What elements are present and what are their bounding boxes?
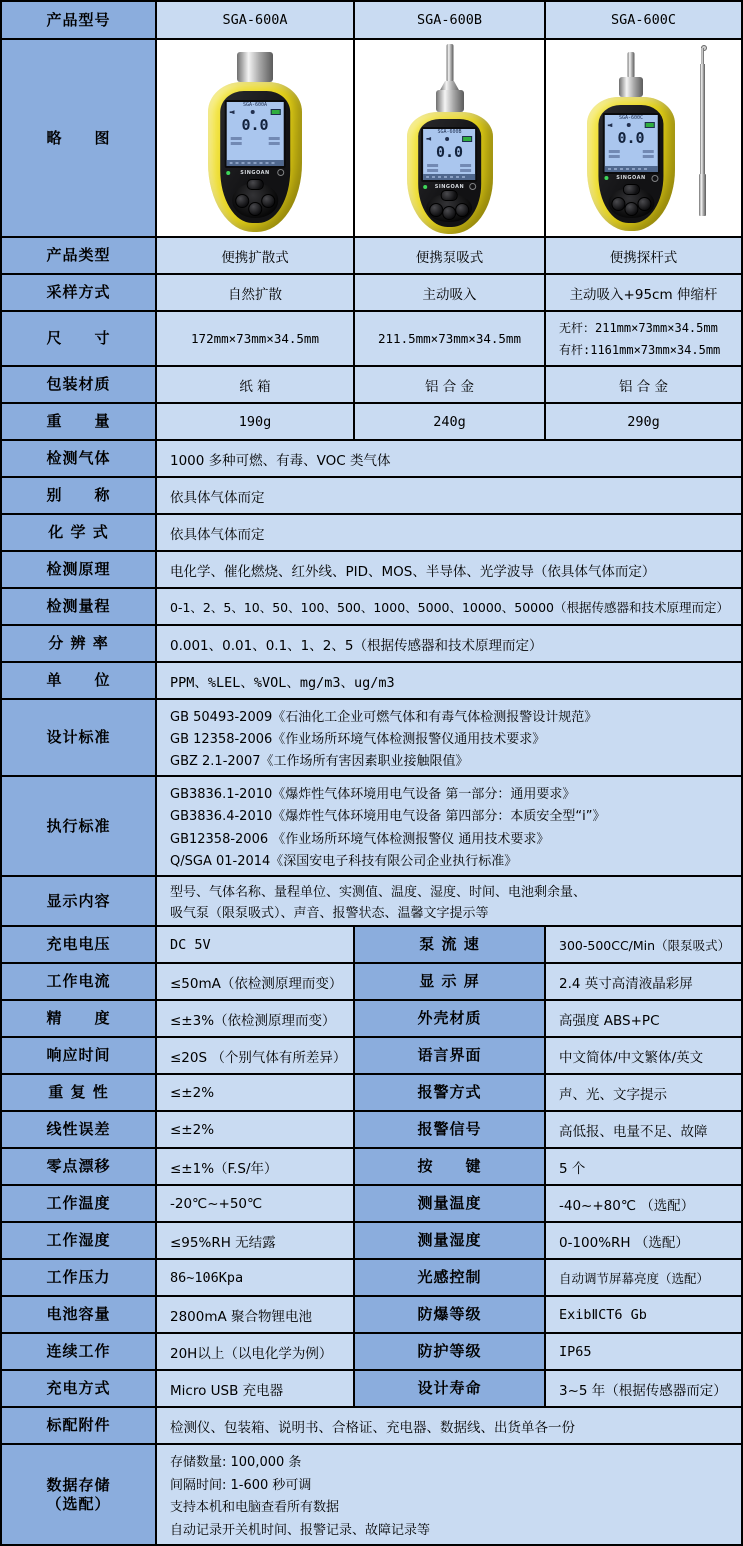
accuracy-value: ≤±3%（依检测原理而变） xyxy=(157,1001,355,1036)
display-content-line: 吸气泵（限泵吸式）、声音、报警状态、温馨文字提示等 xyxy=(170,905,489,921)
label-response-time: 响应时间 xyxy=(2,1038,157,1073)
power-icon xyxy=(469,183,476,190)
device-pump xyxy=(390,44,510,234)
response-time-value: ≤20S （个别气体有所差异） xyxy=(157,1038,355,1073)
model-c: SGA-600C xyxy=(546,2,741,38)
device-probe-type xyxy=(581,44,681,234)
keypad xyxy=(427,194,473,222)
screen-infoline xyxy=(226,137,283,140)
label-packing: 包装材质 xyxy=(2,367,157,402)
right-button xyxy=(261,194,275,208)
size-c xyxy=(546,312,741,365)
packing-b: 铝 合 金 xyxy=(355,367,546,402)
label-resolution: 分 辨 率 xyxy=(2,626,157,661)
label-gas: 检测气体 xyxy=(2,441,157,476)
accessories-value: 检测仪、包装箱、说明书、合格证、充电器、数据线、出货单各一份 xyxy=(157,1408,741,1443)
working-pressure-value: 86~106Kpa xyxy=(157,1260,355,1295)
row-sketch xyxy=(2,40,741,238)
exec-standard-line: GB12358-2006 《作业场所环境气体检测报警仪 通用技术要求》 xyxy=(170,831,550,847)
label-keys: 按 键 xyxy=(355,1149,546,1184)
enter-button xyxy=(443,206,457,220)
power-icon xyxy=(277,169,284,176)
row-zero-drift xyxy=(2,1149,741,1186)
type-c: 便携探杆式 xyxy=(546,238,741,273)
status-led xyxy=(226,171,230,175)
design-life-value: 3~5 年（根据传感器而定） xyxy=(546,1371,741,1406)
label-accuracy: 精 度 xyxy=(2,1001,157,1036)
working-temp-value: -20℃~+50℃ xyxy=(157,1186,355,1221)
brand-row xyxy=(220,168,290,178)
row-exec-standard xyxy=(2,777,741,877)
charge-mode-value: Micro USB 充电器 xyxy=(157,1371,355,1406)
weight-b: 240g xyxy=(355,404,546,439)
design-standard-line: GB 50493-2009《石油化工企业可燃气体和有毒气体检测报警设计规范》 xyxy=(170,710,598,725)
principle-value: 电化学、催化燃烧、红外线、PID、MOS、半导体、光学波导（依具体气体而定） xyxy=(157,552,741,587)
probe-cylinder xyxy=(619,77,643,97)
row-working-current xyxy=(2,964,741,1001)
size-c-line1: 无杆：211mm×73mm×34.5mm xyxy=(559,321,718,336)
keys-value: 5 个 xyxy=(546,1149,741,1184)
brand-logo: SINGOAN xyxy=(434,183,465,190)
row-accessories xyxy=(2,1408,741,1445)
label-charge-voltage: 充电电压 xyxy=(2,927,157,962)
row-resolution xyxy=(2,626,741,663)
screen-footer xyxy=(604,166,657,172)
probe-rod xyxy=(446,44,453,82)
language-value: 中文简体/中文繁体/英文 xyxy=(546,1038,741,1073)
row-size xyxy=(2,312,741,367)
weight-c: 290g xyxy=(546,404,741,439)
alarm-mode-value: 声、光、文字提示 xyxy=(546,1075,741,1110)
device-body xyxy=(407,112,493,234)
explosion-proof-value: ExibⅡCT6 Gb xyxy=(546,1297,741,1332)
label-exec-standard: 执行标准 xyxy=(2,777,157,875)
display-content-value xyxy=(157,877,741,925)
keypad xyxy=(232,183,278,217)
label-unit: 单 位 xyxy=(2,663,157,698)
label-display-screen: 显 示 屏 xyxy=(355,964,546,999)
label-alias: 别 称 xyxy=(2,478,157,513)
device-front-panel xyxy=(598,105,663,223)
power-icon xyxy=(651,175,658,182)
status-led xyxy=(604,176,608,180)
speaker-icon xyxy=(607,123,612,127)
screen-model-text: SGA-600A xyxy=(242,102,268,109)
data-storage-line: 存储数量: 100,000 条 xyxy=(170,1455,302,1471)
alarm-signal-value: 高低报、电量不足、故障 xyxy=(546,1112,741,1147)
row-working-pressure xyxy=(2,1260,741,1297)
label-principle: 检测原理 xyxy=(2,552,157,587)
sensor-cap xyxy=(237,52,273,82)
row-charge-mode xyxy=(2,1371,741,1408)
model-a: SGA-600A xyxy=(157,2,355,38)
enter-button xyxy=(248,202,262,216)
menu-button xyxy=(441,190,458,201)
fan-icon xyxy=(445,137,449,141)
light-control-value: 自动调节屏幕亮度（选配） xyxy=(546,1260,741,1295)
type-b: 便携泵吸式 xyxy=(355,238,546,273)
sampling-a: 自然扩散 xyxy=(157,275,355,310)
label-measure-temp: 测量温度 xyxy=(355,1186,546,1221)
label-battery: 电池容量 xyxy=(2,1297,157,1332)
row-unit xyxy=(2,663,741,700)
model-b: SGA-600B xyxy=(355,2,546,38)
linearity-value: ≤±2% xyxy=(157,1112,355,1147)
row-gas xyxy=(2,441,741,478)
row-accuracy xyxy=(2,1001,741,1038)
repeatability-value: ≤±2% xyxy=(157,1075,355,1110)
sketch-image-b xyxy=(355,40,546,236)
size-c-line2: 有杆:1161mm×73mm×34.5mm xyxy=(559,342,721,357)
label-formula: 化 学 式 xyxy=(2,515,157,550)
exec-standard-value xyxy=(157,777,741,875)
left-button xyxy=(235,194,249,208)
label-pump-flow: 泵 流 速 xyxy=(355,927,546,962)
design-standard-value xyxy=(157,700,741,775)
working-current-value: ≤50mA（依检测原理而变） xyxy=(157,964,355,999)
menu-button xyxy=(622,184,639,195)
screen-infoline xyxy=(604,150,657,153)
label-alarm-mode: 报警方式 xyxy=(355,1075,546,1110)
label-data-storage xyxy=(2,1445,157,1544)
row-display-content xyxy=(2,877,741,927)
pump-flow-value: 300-500CC/Min（限泵吸式） xyxy=(546,927,741,962)
label-explosion-proof: 防爆等级 xyxy=(355,1297,546,1332)
screen-model-text: SGA-600B xyxy=(437,128,462,135)
device-probe-set xyxy=(546,44,741,234)
device-body xyxy=(587,97,675,231)
row-linearity xyxy=(2,1112,741,1149)
row-weight xyxy=(2,404,741,441)
label-working-pressure: 工作压力 xyxy=(2,1260,157,1295)
label-sketch: 略 图 xyxy=(2,40,157,236)
probe-cylinder xyxy=(436,90,464,112)
row-product-type xyxy=(2,238,741,275)
label-accessories: 标配附件 xyxy=(2,1408,157,1443)
label-sampling: 采样方式 xyxy=(2,275,157,310)
label-measure-humidity: 测量湿度 xyxy=(355,1223,546,1258)
row-design-standard xyxy=(2,700,741,777)
design-standard-line: GB 12358-2006《作业场所环境气体检测报警仪通用技术要求》 xyxy=(170,732,546,747)
row-working-temp xyxy=(2,1186,741,1223)
battery-value: 2800mA 聚合物锂电池 xyxy=(157,1297,355,1332)
fan-icon xyxy=(626,123,630,127)
screen-infoline xyxy=(226,142,283,145)
brand-row xyxy=(598,173,663,183)
packing-c: 铝 合 金 xyxy=(546,367,741,402)
charge-voltage-value: DC 5V xyxy=(157,927,355,962)
label-continuous-work: 连续工作 xyxy=(2,1334,157,1369)
label-working-temp: 工作温度 xyxy=(2,1186,157,1221)
enter-button xyxy=(624,202,638,216)
row-continuous-work xyxy=(2,1334,741,1371)
label-light-control: 光感控制 xyxy=(355,1260,546,1295)
label-repeatability: 重 复 性 xyxy=(2,1075,157,1110)
device-screen xyxy=(224,100,285,167)
brand-logo: SINGOAN xyxy=(240,169,270,176)
exec-standard-line: GB3836.4-2010《爆炸性气体环境用电气设备 第四部分：本质安全型“i”》 xyxy=(170,809,606,825)
label-design-standard: 设计标准 xyxy=(2,700,157,775)
row-data-storage xyxy=(2,1445,741,1544)
protection-grade-value: IP65 xyxy=(546,1334,741,1369)
row-alias xyxy=(2,478,741,515)
sketch-image-a xyxy=(157,40,355,236)
row-battery xyxy=(2,1297,741,1334)
gas-value: 1000 多种可燃、有毒、VOC 类气体 xyxy=(157,441,741,476)
row-working-humidity xyxy=(2,1223,741,1260)
row-model xyxy=(2,2,741,40)
screen-reading: 0.0 xyxy=(435,142,464,161)
device-screen xyxy=(421,127,477,183)
label-data-storage-line2: （选配） xyxy=(46,1494,111,1513)
data-storage-line: 支持本机和电脑查看所有数据 xyxy=(170,1500,340,1516)
screen-reading: 0.0 xyxy=(617,129,645,148)
fan-icon xyxy=(250,110,254,114)
label-data-storage-line1: 数据存储 xyxy=(46,1475,111,1494)
label-language: 语言界面 xyxy=(355,1038,546,1073)
sketch-image-c xyxy=(546,40,741,236)
data-storage-value xyxy=(157,1445,741,1544)
probe-rod xyxy=(628,52,635,78)
packing-a: 纸 箱 xyxy=(157,367,355,402)
left-button xyxy=(430,203,444,217)
data-storage-line: 自动记录开关机时间、报警记录、故障记录等 xyxy=(170,1522,431,1538)
label-model: 产品型号 xyxy=(2,2,157,38)
row-packing xyxy=(2,367,741,404)
brand-logo: SINGOAN xyxy=(616,175,646,182)
measure-temp-value: -40~+80℃ （选配） xyxy=(546,1186,741,1221)
left-button xyxy=(611,197,625,211)
label-display-content: 显示内容 xyxy=(2,877,157,925)
speaker-icon xyxy=(426,137,431,141)
type-a: 便携扩散式 xyxy=(157,238,355,273)
row-range xyxy=(2,589,741,626)
screen-footer xyxy=(226,160,283,166)
alias-value: 依具体气体而定 xyxy=(157,478,741,513)
continuous-work-value: 20H以上（以电化学为例） xyxy=(157,1334,355,1369)
working-humidity-value: ≤95%RH 无结露 xyxy=(157,1223,355,1258)
telescopic-rod xyxy=(699,48,706,216)
label-product-type: 产品类型 xyxy=(2,238,157,273)
speaker-icon xyxy=(229,110,234,114)
range-value: 0-1、2、5、10、50、100、500、1000、5000、10000、50000（根据传感器和技术原理而定） xyxy=(157,589,741,624)
display-content-line: 型号、气体名称、量程单位、实测值、温度、湿度、时间、电池剩余量、 xyxy=(170,885,587,901)
right-button xyxy=(456,203,470,217)
label-design-life: 设计寿命 xyxy=(355,1371,546,1406)
label-working-current: 工作电流 xyxy=(2,964,157,999)
measure-humidity-value: 0-100%RH （选配） xyxy=(546,1223,741,1258)
size-a: 172mm×73mm×34.5mm xyxy=(157,312,355,365)
status-led xyxy=(423,185,427,189)
sampling-c: 主动吸入+95cm 伸缩杆 xyxy=(546,275,741,310)
label-charge-mode: 充电方式 xyxy=(2,1371,157,1406)
screen-infoline xyxy=(423,169,475,172)
keypad xyxy=(608,188,654,219)
size-b: 211.5mm×73mm×34.5mm xyxy=(355,312,546,365)
label-protection-grade: 防护等级 xyxy=(355,1334,546,1369)
formula-value: 依具体气体而定 xyxy=(157,515,741,550)
row-sampling xyxy=(2,275,741,312)
device-front-panel xyxy=(418,119,482,226)
row-response-time xyxy=(2,1038,741,1075)
device-body xyxy=(208,82,302,232)
screen-footer xyxy=(423,174,475,180)
resolution-value: 0.001、0.01、0.1、1、2、5（根据传感器和技术原理而定） xyxy=(157,626,741,661)
label-range: 检测量程 xyxy=(2,589,157,624)
row-principle xyxy=(2,552,741,589)
shell-material-value: 高强度 ABS+PC xyxy=(546,1001,741,1036)
zero-drift-value: ≤±1%（F.S/年） xyxy=(157,1149,355,1184)
display-screen-value: 2.4 英寸高清液晶彩屏 xyxy=(546,964,741,999)
label-working-humidity: 工作湿度 xyxy=(2,1223,157,1258)
device-screen xyxy=(602,113,659,174)
label-zero-drift: 零点漂移 xyxy=(2,1149,157,1184)
label-linearity: 线性误差 xyxy=(2,1112,157,1147)
row-formula xyxy=(2,515,741,552)
unit-value: PPM、%LEL、%VOL、mg/m3、ug/m3 xyxy=(157,663,741,698)
screen-reading: 0.0 xyxy=(241,116,269,135)
weight-a: 190g xyxy=(157,404,355,439)
exec-standard-line: GB3836.1-2010《爆炸性气体环境用电气设备 第一部分：通用要求》 xyxy=(170,787,576,803)
screen-infoline xyxy=(604,155,657,158)
row-repeatability xyxy=(2,1075,741,1112)
label-size: 尺 寸 xyxy=(2,312,157,365)
device-diffusion xyxy=(195,44,315,234)
design-standard-line: GBZ 2.1-2007《工作场所有害因素职业接触限值》 xyxy=(170,754,469,769)
label-weight: 重 量 xyxy=(2,404,157,439)
exec-standard-line: Q/SGA 01-2014《深国安电子科技有限公司企业执行标准》 xyxy=(170,853,518,869)
screen-infoline xyxy=(423,164,475,167)
label-shell-material: 外壳材质 xyxy=(355,1001,546,1036)
screen-model-text: SGA-600C xyxy=(618,115,644,122)
data-storage-line: 间隔时间: 1-600 秒可调 xyxy=(170,1477,312,1493)
label-alarm-signal: 报警信号 xyxy=(355,1112,546,1147)
device-front-panel xyxy=(220,91,290,223)
right-button xyxy=(637,197,651,211)
menu-button xyxy=(246,179,263,190)
sampling-b: 主动吸入 xyxy=(355,275,546,310)
row-charge-voltage xyxy=(2,927,741,964)
